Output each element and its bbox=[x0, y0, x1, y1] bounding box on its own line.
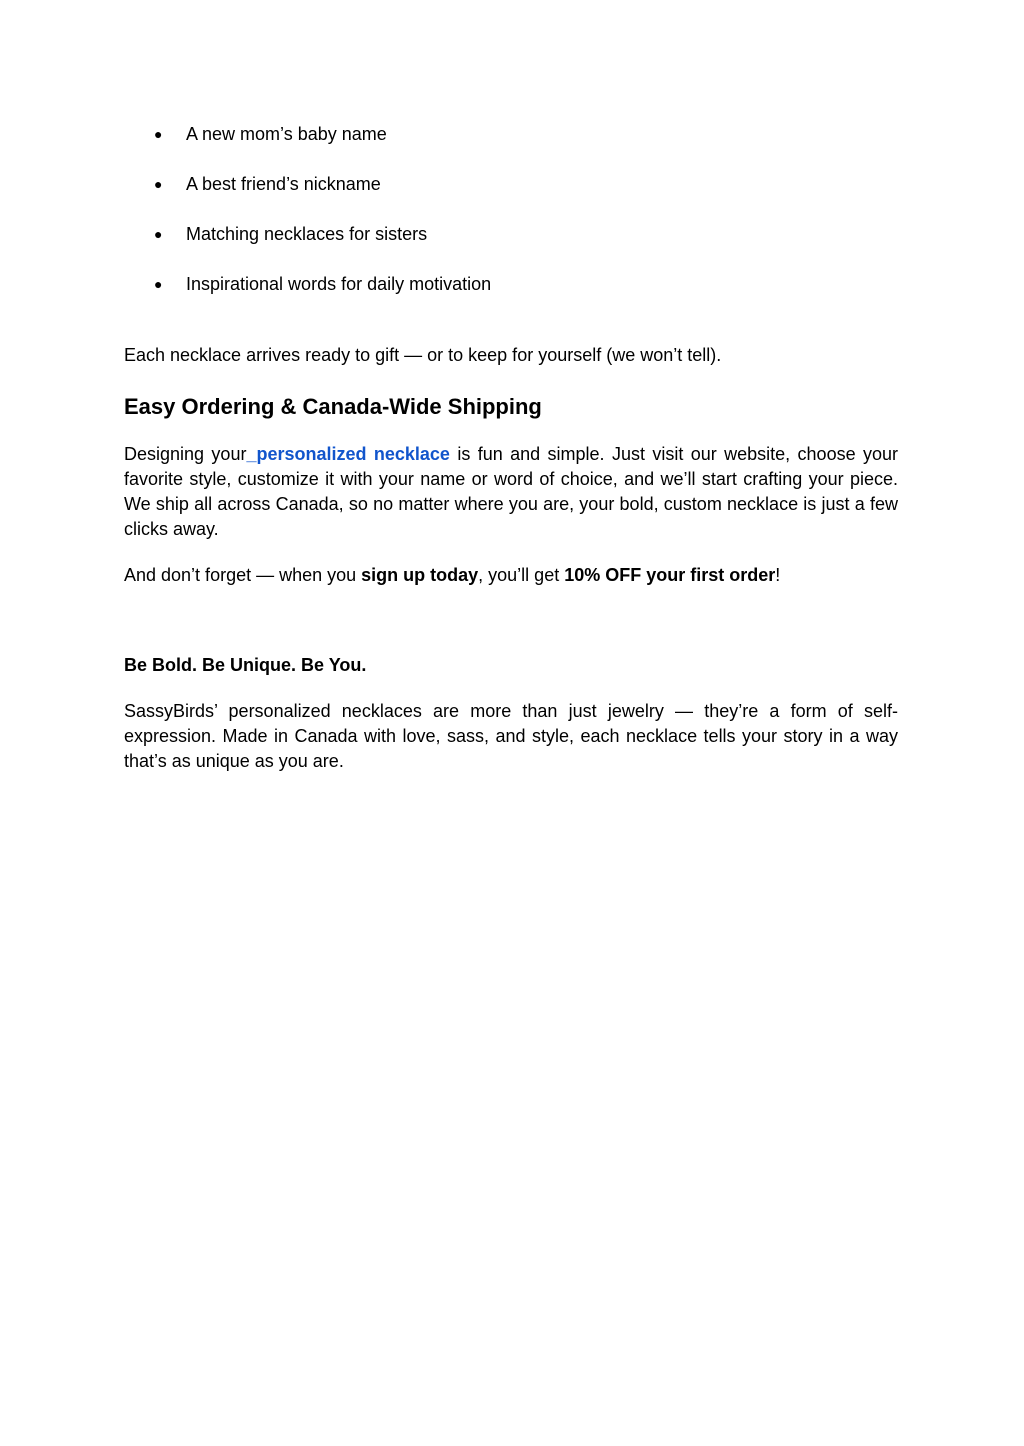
offer-signup-emphasis: sign up today bbox=[361, 565, 479, 585]
use-case-list bbox=[154, 121, 854, 321]
bullet-icon: ● bbox=[154, 176, 163, 192]
bullet-icon: ● bbox=[154, 226, 163, 242]
list-item-text: A new mom’s baby name bbox=[186, 124, 387, 144]
bullet-icon: ● bbox=[154, 126, 163, 142]
list-item bbox=[154, 171, 854, 221]
list-item bbox=[154, 221, 854, 271]
gift-paragraph: Each necklace arrives ready to gift — or to keep for yourself (we won’t tell). bbox=[124, 345, 722, 365]
offer-text-2: , you’ll get bbox=[478, 565, 565, 585]
designing-rest-text: is fun and simple. Just visit our website, choose your favorite style, customize it with your name or word of choice, and we’ll start crafting your piece. We ship all across Canada, so no matter where you are, your bold, custom necklace is just a few clicks away. bbox=[124, 444, 898, 539]
offer-text-3: ! bbox=[775, 565, 781, 585]
bullet-icon: ● bbox=[154, 276, 163, 292]
list-item-text: A best friend’s nickname bbox=[186, 174, 381, 194]
shipping-heading: Easy Ordering & Canada-Wide Shipping bbox=[124, 394, 542, 419]
personalized-necklace-link[interactable]: personalized necklace bbox=[256, 444, 450, 464]
designing-paragraph bbox=[124, 442, 898, 542]
closing-paragraph: SassyBirds’ personalized necklaces are more than just jewelry — they’re a form of self-expression. Made in Canada with love, sass, and style, each necklace tells your story in a way that’s as unique as you are. bbox=[124, 701, 898, 771]
closing-heading: Be Bold. Be Unique. Be You. bbox=[124, 655, 367, 675]
offer-text-1: And don’t forget — when you bbox=[124, 565, 362, 585]
offer-discount-emphasis: 10% OFF your first order bbox=[564, 565, 776, 585]
list-item bbox=[154, 271, 854, 321]
link-prefix: _ bbox=[246, 444, 257, 464]
designing-lead-text: Designing your bbox=[124, 444, 247, 464]
list-item bbox=[154, 121, 854, 171]
list-item-text: Matching necklaces for sisters bbox=[186, 224, 428, 244]
list-item-text: Inspirational words for daily motivation bbox=[186, 274, 492, 294]
offer-paragraph bbox=[124, 563, 898, 588]
